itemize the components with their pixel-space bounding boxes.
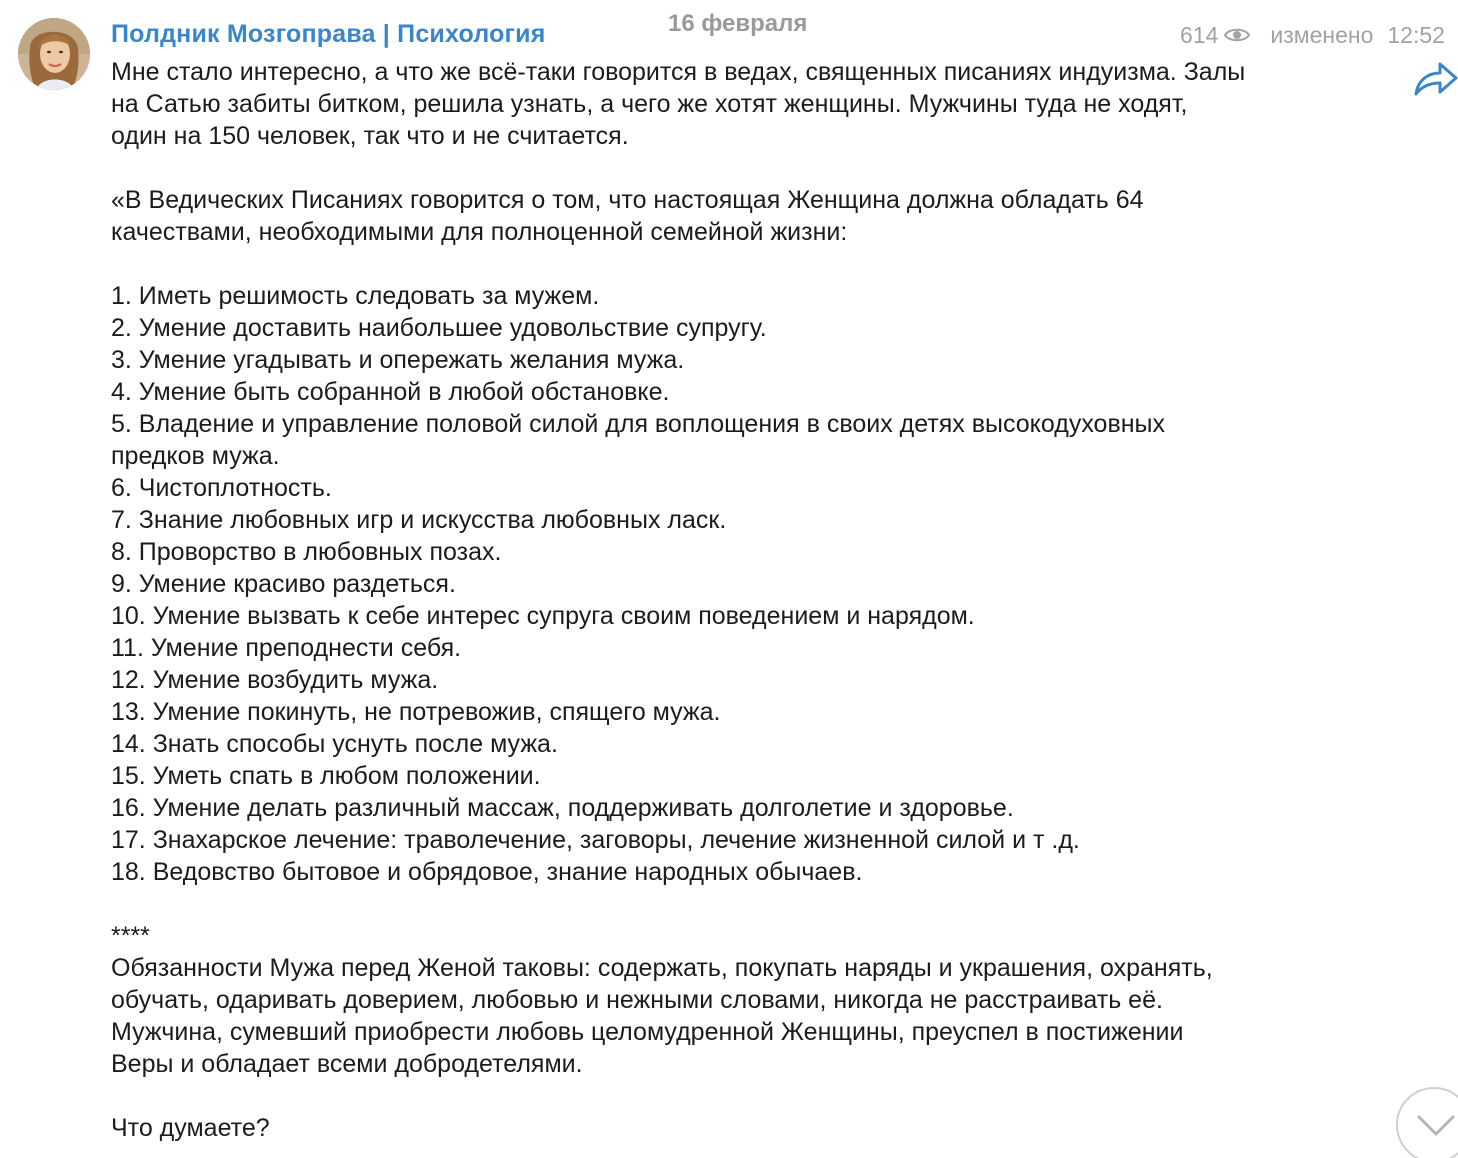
scroll-down-button[interactable] xyxy=(1396,1087,1458,1158)
view-count: 614 xyxy=(1180,21,1219,48)
list-item: предков мужа. xyxy=(111,442,280,470)
chevron-down-icon xyxy=(1416,1113,1456,1139)
post-meta xyxy=(1180,20,1445,50)
message-line: обучать, одаривать доверием, любовью и нежными словами, никогда не расстраивать её. xyxy=(111,986,1163,1014)
paragraph-gap xyxy=(111,248,1401,280)
eye-icon xyxy=(1224,25,1250,45)
forward-share-icon xyxy=(1410,56,1458,102)
list-item: 15. Уметь спать в любом положении. xyxy=(111,762,541,790)
list-item: 7. Знание любовных игр и искусства любовных ласк. xyxy=(111,506,727,534)
list-item: 14. Знать способы уснуть после мужа. xyxy=(111,730,558,758)
paragraph-gap xyxy=(111,1080,1401,1112)
list-item: 9. Умение красиво раздеться. xyxy=(111,570,456,598)
list-item: 10. Умение вызвать к себе интерес супруга своим поведением и нарядом. xyxy=(111,602,975,630)
message-question: Что думаете? xyxy=(111,1114,270,1142)
paragraph-gap xyxy=(111,152,1401,184)
message-line: на Сатью забиты битком, решила узнать, а чего же хотят женщины. Мужчины туда не ходят, xyxy=(111,90,1188,118)
post-time: 12:52 xyxy=(1387,21,1445,48)
message-line: Веры и обладает всеми добродетелями. xyxy=(111,1050,583,1078)
list-item: 8. Проворство в любовных позах. xyxy=(111,538,502,566)
list-item: 12. Умение возбудить мужа. xyxy=(111,666,439,694)
message-line: «В Ведических Писаниях говорится о том, что настоящая Женщина должна обладать 64 xyxy=(111,186,1144,214)
list-item: 16. Умение делать различный массаж, поддерживать долголетие и здоровье. xyxy=(111,794,1014,822)
list-item: 6. Чистоплотность. xyxy=(111,474,332,502)
date-separator: 16 февраля xyxy=(668,10,808,37)
paragraph-gap xyxy=(111,888,1401,920)
forward-button[interactable] xyxy=(1410,56,1458,102)
message-line: качествами, необходимыми для полноценной семейной жизни: xyxy=(111,218,848,246)
list-item: 4. Умение быть собранной в любой обстановке. xyxy=(111,378,670,406)
message-line: Мне стало интересно, а что же всё-таки говорится в ведах, священных писаниях индуизма. Залы xyxy=(111,58,1246,86)
list-item: 3. Умение угадывать и опережать желания мужа. xyxy=(111,346,685,374)
edited-label: изменено xyxy=(1270,21,1374,48)
list-item: 18. Ведовство бытовое и обрядовое, знание народных обычаев. xyxy=(111,858,863,886)
list-item: 17. Знахарское лечение: траволечение, заговоры, лечение жизненной силой и т .д. xyxy=(111,826,1080,854)
message-line: Мужчина, сумевший приобрести любовь целомудренной Женщины, преуспел в постижении xyxy=(111,1018,1184,1046)
list-item: 13. Умение покинуть, не потревожив, спящего мужа. xyxy=(111,698,721,726)
list-item: 2. Умение доставить наибольшее удовольствие супругу. xyxy=(111,314,767,342)
channel-name[interactable]: Полдник Мозгоправа | Психология xyxy=(111,20,546,48)
list-item: 5. Владение и управление половой силой для воплощения в своих детях высокодуховных xyxy=(111,410,1166,438)
woman-portrait-avatar-icon xyxy=(18,18,90,90)
message-text xyxy=(111,56,1401,1144)
message-line: Обязанности Мужа перед Женой таковы: содержать, покупать наряды и украшения, охранять, xyxy=(111,954,1213,982)
message-line: один на 150 человек, так что и не считается. xyxy=(111,122,629,150)
list-item: 1. Иметь решимость следовать за мужем. xyxy=(111,282,600,310)
separator-stars: **** xyxy=(111,922,150,950)
channel-avatar[interactable] xyxy=(18,18,90,90)
list-item: 11. Умение преподнести себя. xyxy=(111,634,462,662)
